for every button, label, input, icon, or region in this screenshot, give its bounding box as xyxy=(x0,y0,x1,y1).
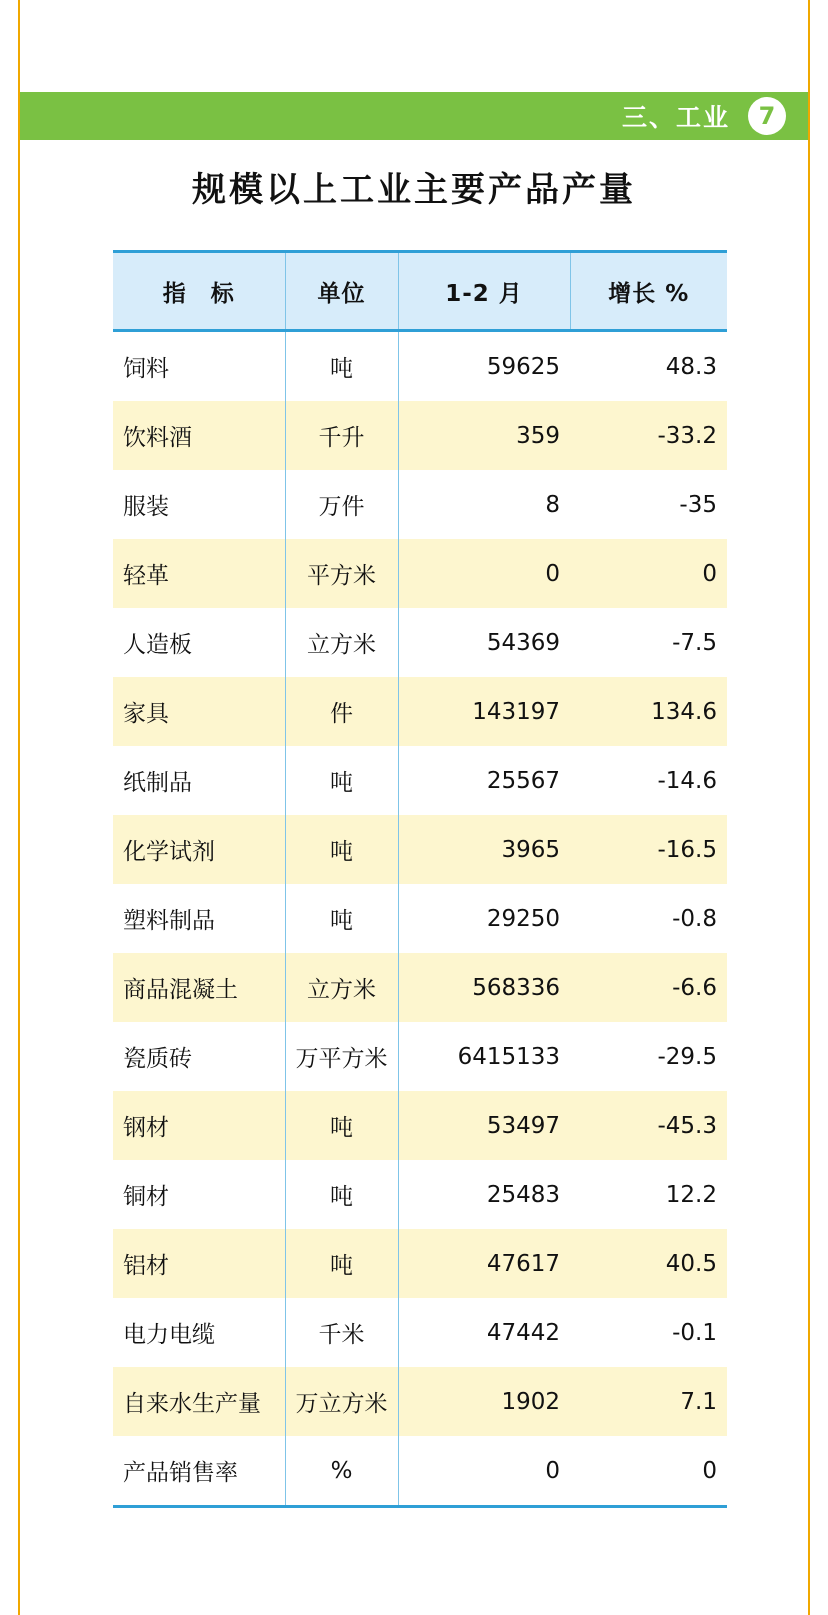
page-title: 规模以上工业主要产品产量 xyxy=(192,170,636,210)
table-row xyxy=(113,1091,727,1160)
cell-unit: 吨 xyxy=(285,331,398,402)
left-margin-rule xyxy=(18,0,20,1615)
cell-growth: 134.6 xyxy=(570,677,727,746)
cell-indicator: 产品销售率 xyxy=(113,1436,285,1507)
cell-growth: 0 xyxy=(570,1436,727,1507)
cell-growth: -0.8 xyxy=(672,905,717,932)
table-row xyxy=(113,539,727,608)
table-header-row xyxy=(113,252,727,331)
table-body xyxy=(113,331,727,1507)
cell-indicator: 铜材 xyxy=(113,1160,285,1229)
cell-growth: 7.1 xyxy=(570,1367,727,1436)
section-header-band xyxy=(20,92,808,140)
right-margin-rule xyxy=(808,0,810,1615)
cell-indicator: 轻革 xyxy=(113,539,285,608)
table-row xyxy=(113,1367,727,1436)
cell-unit: 吨 xyxy=(285,1160,398,1229)
table-row xyxy=(113,1436,727,1507)
cell-growth: -35 xyxy=(679,491,717,518)
cell-value: 0 xyxy=(398,539,570,608)
cell-value: 47617 xyxy=(398,1229,570,1298)
cell-value: 0 xyxy=(398,1436,570,1507)
cell-growth: 12.2 xyxy=(665,1181,717,1208)
cell-unit: 吨 xyxy=(285,884,398,953)
cell-value: 3965 xyxy=(398,815,570,884)
cell-value: 25483 xyxy=(398,1160,570,1229)
product-output-table xyxy=(113,250,727,1508)
column-header-growth: 增长 % xyxy=(570,252,727,331)
cell-growth: -29.5 xyxy=(657,1043,717,1070)
table-row xyxy=(113,815,727,884)
cell-value: 53497 xyxy=(398,1091,570,1160)
cell-growth: -16.5 xyxy=(570,815,727,884)
table-head xyxy=(113,252,727,331)
cell-indicator: 商品混凝土 xyxy=(113,953,285,1022)
cell-growth: -0.1 xyxy=(672,1319,717,1346)
cell-indicator: 纸制品 xyxy=(113,746,285,815)
column-header-value: 1-2 月 xyxy=(398,252,570,331)
cell-growth: -14.6 xyxy=(657,767,717,794)
cell-unit: 平方米 xyxy=(285,539,398,608)
cell-indicator: 瓷质砖 xyxy=(113,1022,285,1091)
cell-value: 47442 xyxy=(398,1298,570,1367)
table-row xyxy=(113,401,727,470)
cell-value: 29250 xyxy=(398,884,570,953)
cell-growth: -45.3 xyxy=(570,1091,727,1160)
cell-growth: -33.2 xyxy=(570,401,727,470)
cell-unit: 吨 xyxy=(285,1091,398,1160)
cell-value: 54369 xyxy=(398,608,570,677)
section-label: 三、工业 xyxy=(621,103,730,132)
cell-value: 143197 xyxy=(398,677,570,746)
cell-value: 6415133 xyxy=(398,1022,570,1091)
cell-indicator: 铝材 xyxy=(113,1229,285,1298)
cell-unit: 吨 xyxy=(285,746,398,815)
cell-unit: 千米 xyxy=(285,1298,398,1367)
column-header-indicator: 指 标 xyxy=(113,252,285,331)
cell-value: 8 xyxy=(398,470,570,539)
cell-unit: 万立方米 xyxy=(285,1367,398,1436)
cell-value: 568336 xyxy=(398,953,570,1022)
table-row xyxy=(113,884,727,953)
cell-indicator: 钢材 xyxy=(113,1091,285,1160)
cell-unit: 万件 xyxy=(285,470,398,539)
cell-indicator: 化学试剂 xyxy=(113,815,285,884)
cell-unit: 立方米 xyxy=(285,608,398,677)
cell-indicator: 自来水生产量 xyxy=(113,1367,285,1436)
cell-unit: 吨 xyxy=(285,1229,398,1298)
table-row xyxy=(113,1160,727,1229)
cell-indicator: 电力电缆 xyxy=(113,1298,285,1367)
cell-growth: -6.6 xyxy=(570,953,727,1022)
cell-unit: 立方米 xyxy=(285,953,398,1022)
table-row xyxy=(113,1022,727,1091)
table-row xyxy=(113,953,727,1022)
table-row xyxy=(113,677,727,746)
table-row xyxy=(113,1298,727,1367)
cell-unit: 件 xyxy=(285,677,398,746)
cell-unit: % xyxy=(285,1436,398,1507)
cell-growth: -7.5 xyxy=(672,629,717,656)
cell-value: 25567 xyxy=(398,746,570,815)
cell-growth: 40.5 xyxy=(570,1229,727,1298)
table-row xyxy=(113,470,727,539)
page-number-badge: 7 xyxy=(748,97,786,135)
cell-indicator: 塑料制品 xyxy=(113,884,285,953)
table-row xyxy=(113,746,727,815)
cell-indicator: 服装 xyxy=(113,470,285,539)
cell-indicator: 家具 xyxy=(113,677,285,746)
cell-indicator: 饮料酒 xyxy=(113,401,285,470)
cell-unit: 万平方米 xyxy=(285,1022,398,1091)
cell-indicator: 饲料 xyxy=(113,331,285,402)
column-header-unit: 单位 xyxy=(285,252,398,331)
cell-value: 1902 xyxy=(398,1367,570,1436)
table-row xyxy=(113,331,727,402)
cell-indicator: 人造板 xyxy=(113,608,285,677)
cell-growth: 0 xyxy=(570,539,727,608)
cell-growth: 48.3 xyxy=(665,353,717,380)
cell-unit: 吨 xyxy=(285,815,398,884)
table-row xyxy=(113,608,727,677)
cell-unit: 千升 xyxy=(285,401,398,470)
table-row xyxy=(113,1229,727,1298)
cell-value: 359 xyxy=(398,401,570,470)
cell-value: 59625 xyxy=(398,331,570,402)
table-container xyxy=(113,250,727,1508)
